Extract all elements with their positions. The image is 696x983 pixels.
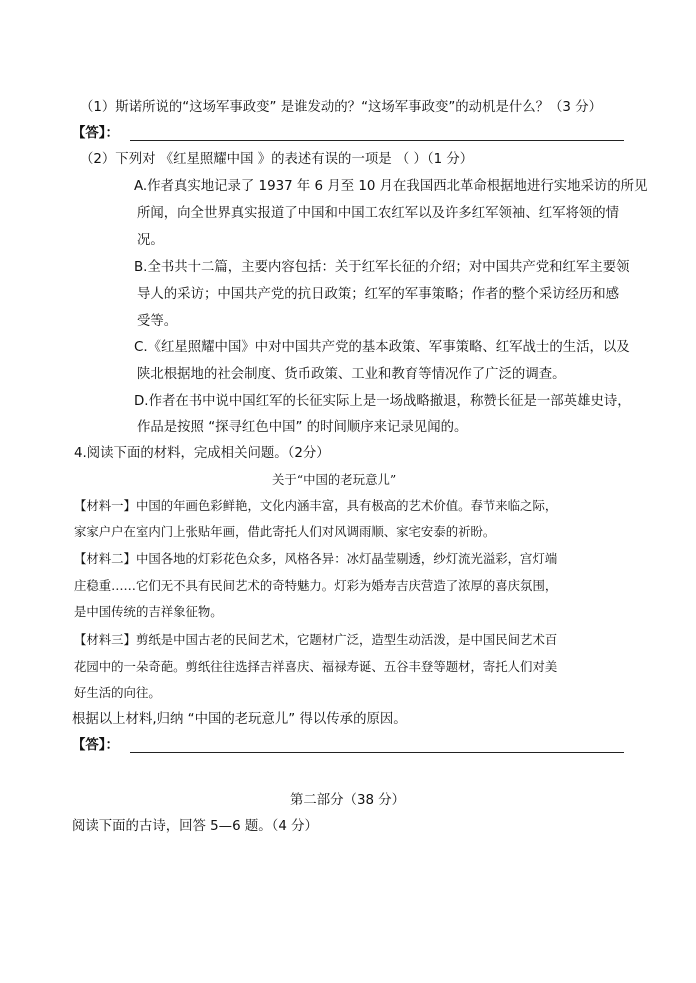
q4-material-title: 关于“中国的老玩意儿” [272, 472, 397, 487]
q4-material2-line3: 是中国传统的吉祥象征物。 [74, 604, 223, 619]
q4-material2-line2: 庄稳重……它们无不具有民间艺术的奇特魅力。灯彩为婚寿吉庆营造了浓厚的喜庆氛围， [74, 578, 558, 593]
part2-intro: 阅读下面的古诗，回答 5—6 题。（4 分） [72, 819, 318, 834]
q2-option-a-line2: 所闻，向全世界真实报道了中国和中国工农红军以及许多红军领袖、红军将领的情 [137, 206, 620, 221]
part2-heading: 第二部分（38 分） [290, 793, 406, 808]
q4-material1-line1: 【材料一】中国的年画色彩鲜艳，文化内涵丰富，具有极高的艺术价值。春节来临之际， [74, 498, 558, 513]
q4-intro: 4.阅读下面的材料，完成相关问题。（2分） [74, 446, 330, 461]
q2-question: （2）下列对 《红星照耀中国 》的表述有误的一项是 （ ）（1 分） [80, 152, 474, 167]
q1-question: （1）斯诺所说的“这场军事政变” 是谁发动的？“这场军事政变”的动机是什么？（3 分） [80, 100, 602, 115]
q2-option-d-line2: 作品是按照 “探寻红色中国” 的时间顺序来记录见闻的。 [137, 420, 468, 435]
q2-option-b-line2: 导人的采访；中国共产党的抗日政策；红军的军事策略；作者的整个采访经历和感 [137, 287, 620, 302]
q4-material3-line2: 花园中的一朵奇葩。剪纸往往选择吉祥喜庆、福禄寿诞、五谷丰登等题材，寄托人们对美 [74, 659, 558, 674]
q4-answer-line [130, 752, 624, 753]
q2-option-d-line1: D.作者在书中说中国红军的长征实际上是一场战略撤退，称赞长征是一部英雄史诗， [134, 394, 631, 409]
q2-option-c-line1: C.《红星照耀中国》中对中国共产党的基本政策、军事策略、红军战士的生活，以及 [134, 340, 630, 355]
q1-answer-label: 【答】： [72, 126, 119, 141]
q4-material1-line2: 家家户户在室内门上张贴年画，借此寄托人们对风调雨顺、家宅安泰的祈盼。 [74, 524, 496, 539]
q2-option-b-line1: B.全书共十二篇，主要内容包括：关于红军长征的介绍；对中国共产党和红军主要领 [134, 260, 630, 275]
q2-option-a-line1: A.作者真实地记录了 1937 年 6 月至 10 月在我国西北革命根据地进行实地采访的所见 [134, 179, 648, 194]
q4-answer-label: 【答】： [72, 738, 119, 753]
q4-question: 根据以上材料,归纳 “中国的老玩意儿” 得以传承的原因。 [72, 712, 407, 727]
q2-option-a-line3: 况。 [137, 233, 164, 248]
q4-material3-line3: 好生活的向往。 [74, 685, 161, 700]
q2-option-b-line3: 受等。 [137, 314, 178, 329]
q4-material2-line1: 【材料二】中国各地的灯彩花色众多，风格各异：冰灯晶莹剔透，纱灯流光溢彩，宫灯端 [74, 551, 558, 566]
q2-option-c-line2: 陕北根据地的社会制度、货币政策、工业和教育等情况作了广泛的调查。 [137, 367, 566, 382]
q4-material3-line1: 【材料三】剪纸是中国古老的民间艺术，它题材广泛，造型生动活泼，是中国民间艺术百 [74, 632, 558, 647]
q1-answer-line [130, 140, 624, 141]
